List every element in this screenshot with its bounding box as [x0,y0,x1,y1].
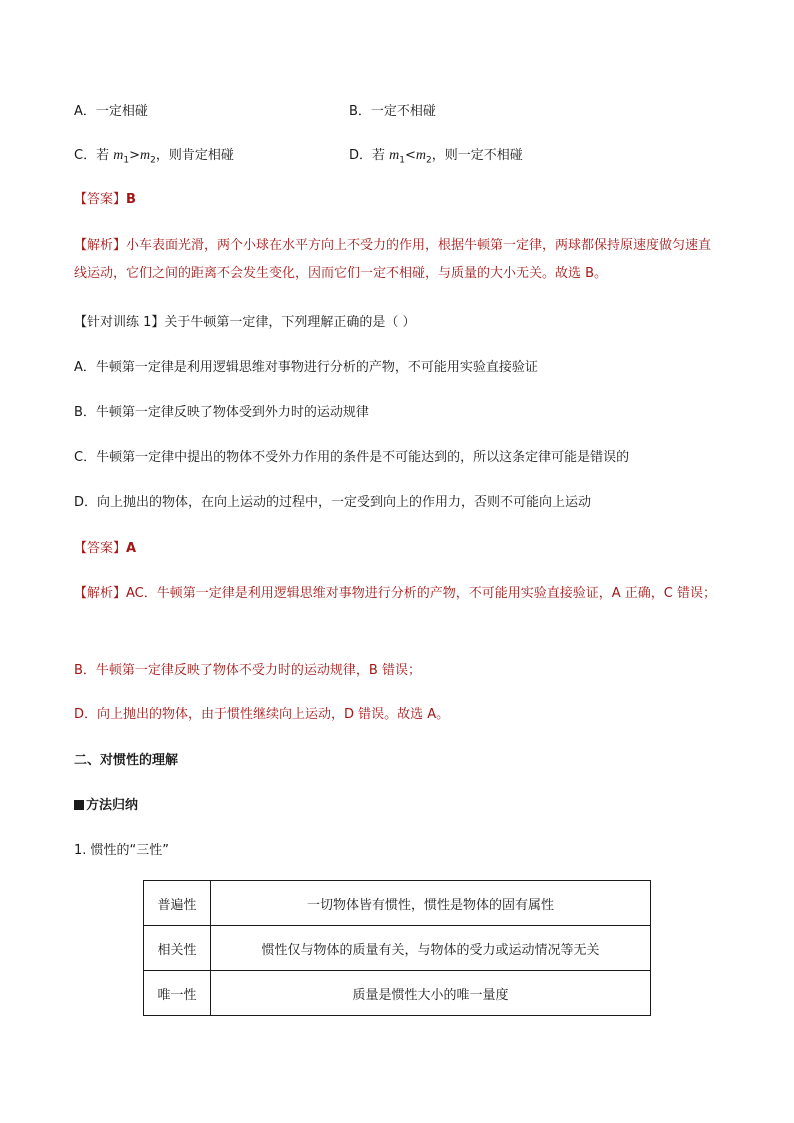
analysis-text: AC．牛顿第一定律是利用逻辑思维对事物进行分析的产物，不可能用实验直接验证，A 正确，C 错误； [126,586,716,601]
table-cell-key: 唯一性 [144,971,211,1016]
option-d-suffix: ，则一定不相碰 [431,148,523,163]
option-b: B．牛顿第一定律反映了物体受到外力时的运动规律 [74,405,369,420]
answer-value: A [126,541,137,556]
analysis-d: D．向上抛出的物体，由于惯性继续向上运动，D 错误。故选 A。 [74,707,450,722]
comparison-operator: < [405,148,416,163]
answer-2 [74,539,136,559]
option-c-suffix: ，则肯定相碰 [155,148,234,163]
mass-var: m [389,148,400,163]
table-cell-key: 相关性 [144,926,211,971]
option-d: D．向上抛出的物体，在向上运动的过程中，一定受到向上的作用力，否则不可能向上运动 [74,495,592,510]
black-square-icon [74,800,84,810]
analysis-label: 【解析】 [74,586,127,601]
table-row [144,881,651,926]
option-d-prefix: D．若 [349,148,386,163]
analysis-1 [74,232,722,288]
mass-var: m [113,148,124,163]
inertia-table [143,880,651,1016]
table-row [144,926,651,971]
answer-label: 【答案】 [74,192,127,207]
analysis-text: 小车表面光滑，两个小球在水平方向上不受力的作用，根据牛顿第一定律，两球都保持原速度做匀速直线运动，它们之间的距离不会发生变化，因而它们一定不相碰，与质量的大小无关。故选 B。 [74,238,712,281]
option-c-prefix: C．若 [74,148,110,163]
table-row [144,971,651,1016]
method-heading [74,796,138,816]
method-label: 方法归纳 [86,798,139,813]
answer-1 [74,190,136,210]
analysis-label: 【解析】 [74,238,127,253]
table-cell-value: 质量是惯性大小的唯一量度 [211,971,651,1016]
analysis-b: B．牛顿第一定律反映了物体不受力时的运动规律，B 错误； [74,663,421,678]
option-a: A．牛顿第一定律是利用逻辑思维对事物进行分析的产物，不可能用实验直接验证 [74,360,538,375]
subscript: 2 [150,155,156,166]
mass-var: m [139,148,151,163]
analysis-2 [74,580,722,608]
table-cell-value: 一切物体皆有惯性，惯性是物体的固有属性 [211,881,651,926]
list-item-1: 1. 惯性的“三性” [74,843,170,858]
option-d [349,146,523,171]
subscript: 1 [123,155,130,166]
comparison-operator: > [129,148,140,163]
mass-var: m [415,148,427,163]
subscript: 2 [426,155,432,166]
option-c: C．牛顿第一定律中提出的物体不受外力作用的条件是不可能达到的，所以这条定律可能是错误的 [74,450,630,465]
answer-value: B [126,192,136,207]
table-cell-key: 普遍性 [144,881,211,926]
section-heading: 二、对惯性的理解 [74,753,179,768]
option-a: A．一定相碰 [74,104,148,119]
subscript: 1 [399,155,406,166]
option-c [74,146,234,171]
option-b: B．一定不相碰 [349,104,436,119]
table-cell-value: 惯性仅与物体的质量有关，与物体的受力或运动情况等无关 [211,926,651,971]
question-stem: 【针对训练 1】关于牛顿第一定律，下列理解正确的是（ ） [74,315,416,330]
answer-label: 【答案】 [74,541,127,556]
